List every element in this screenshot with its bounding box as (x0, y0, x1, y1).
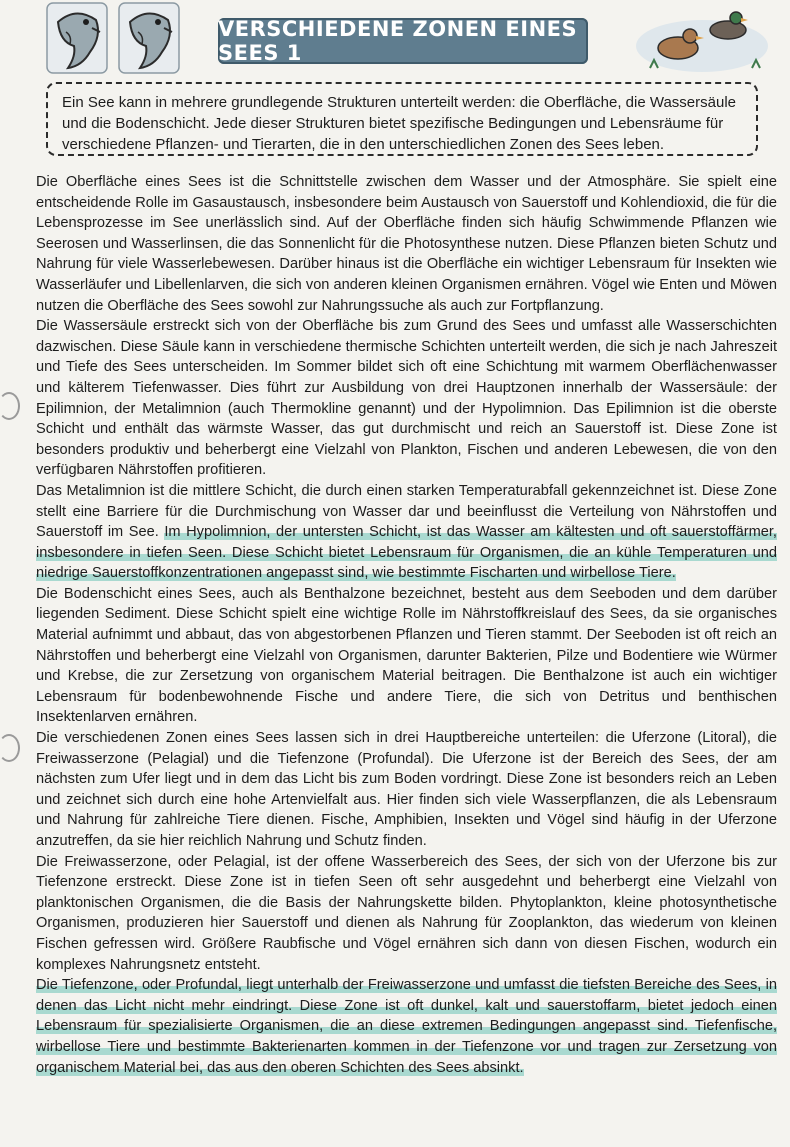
page-title: VERSCHIEDENE ZONEN EINES SEES 1 (218, 17, 578, 65)
main-text (36, 172, 777, 1078)
paragraph-wassersaeule: Die Wassersäule erstreckt sich von der Oberfläche bis zum Grund des Sees und umfasst alle Wasserschichten dazwischen. Diese Säule kann in verschiedene thermische Schichten unterteilt werden, die sich je nach Jahreszeit und Tiefe des Sees unterscheiden. Im Sommer bildet sich oft eine Schichtung mit warmem Oberflächenwasser und kälterem Tiefenwasser. Dies führt zur Ausbildung von drei Hauptzonen innerhalb der Wassersäule: der Epilimnion, der Metalimnion (auch Thermokline genannt) und der Hypolimnion. Das Epilimnion ist die oberste Schicht und enthält das wärmste Wasser, das gut durchmischt und reich an Sauerstoff ist. Diese Zone ist besonders produktiv und beherbergt eine Vielzahl von Plankton, Fischen und anderen Lebewesen, die von den verfügbaren Nährstoffen profitieren. (36, 318, 777, 479)
paragraph-metalimnion (36, 481, 777, 584)
highlighted-tiefenzone-text: Die Tiefenzone, oder Profundal, liegt unterhalb der Freiwasserzone und umfasst die tiefsten Bereiche des Sees, in denen das Licht nicht mehr eindringt. Diese Zone ist oft dunkel, kalt und sauerstoffarm, bietet jedoch einen Lebensraum für spezialisierte Organismen, die an diese extremen Bedingungen angepasst sind. Tiefenfische, wirbellose Tiere und bestimmte Bakterienarten kommen in der Tiefenzone vor und tragen zur Zersetzung von organischem Material bei, das aus den oberen Schichten des Sees absinkt. (36, 977, 777, 1076)
intro-box (46, 82, 758, 156)
intro-text: Ein See kann in mehrere grundlegende Strukturen unterteilt werden: die Oberfläche, die Wassersäule und die Bodenschicht. Jede dieser Strukturen bietet spezifische Bedingungen und Lebensräume für verschiedene Pflanzen- und Tierarten, die in den unterschiedlichen Zonen des Sees leben. (62, 94, 736, 153)
paragraph-freiwasserzone: Die Freiwasserzone, oder Pelagial, ist der offene Wasserbereich des Sees, der sich von der Uferzone bis zur Tiefenzone erstreckt. Diese Zone ist in tiefen Seen oft sehr ausgedehnt und beherbergt eine Vielzahl von planktonischen Organismen, die die Basis der Nahrungskette bilden. Phytoplankton, kleine photosynthetische Organismen, produzieren hier Sauerstoff und dienen als Nahrung für Zooplankton, das wiederum von kleinen Fischen gefressen wird. Größere Raubfische und Vögel ernähren sich dann von diesen Fischen, wodurch ein komplexes Nahrungsnetz entsteht. (36, 853, 777, 973)
ducks-illustration (630, 4, 770, 76)
title-banner (218, 18, 588, 64)
paragraph-bodenschicht: Die Bodenschicht eines Sees, auch als Benthalzone bezeichnet, besteht aus dem Seeboden und dem darüber liegenden Sediment. Diese Schicht spielt eine wichtige Rolle im Nährstoffkreislauf des Sees, da sie organisches Material aufnimmt und abbaut, das von abgestorbenen Pflanzen und Tieren stammt. Der Seeboden ist oft reich an Nährstoffen und beherbergt eine Vielzahl von Organismen, darunter Bakterien, Pilze und Bodentiere wie Würmer und Krebse, die zur Zersetzung von organischem Material beitragen. Die Benthalzone ist auch ein wichtiger Lebensraum für bodenbewohnende Fische und andere Tiere, die sich von Detritus und benthischen Insektenlarven ernähren. (36, 585, 777, 726)
binder-ring (0, 734, 20, 762)
fish-illustration (46, 2, 108, 74)
binder-ring (0, 392, 20, 420)
paragraph-zonen: Die verschiedenen Zonen eines Sees lassen sich in drei Hauptbereiche unterteilen: die Uferzone (Litoral), die Freiwasserzone (Pelagial) und die Tiefenzone (Profundal). Die Uferzone ist der Bereich des Sees, der am nächsten zum Ufer liegt und in dem das Licht bis zum Boden vordringt. Diese Zone ist besonders reich an Leben und zeichnet sich durch eine hohe Artenvielfalt aus. Hier finden sich viele Wasserpflanzen, die als Lebensraum und Nahrung für zahlreiche Tiere dienen. Fische, Amphibien, Insekten und Vögel sind häufig in der Uferzone anzutreffen, da sie hier reichlich Nahrung und Schutz finden. (36, 730, 777, 849)
paragraph-metalimnion-text: Das Metalimnion ist die mittlere Schicht, die durch einen starken Temperaturabfall gekennzeichnet ist. Diese Zone stellt eine Barriere für die Durchmischung von Wasser dar und beeinflusst die Verteilung von Nährstoffen und Sauerstoff im See. (36, 482, 777, 541)
paragraph-tiefenzone (36, 975, 777, 1078)
highlighted-hypolimnion-text: Im Hypolimnion, der untersten Schicht, ist das Wasser am kältesten und oft sauerstoffärmer, insbesondere in tiefen Seen. Diese Schicht bietet Lebensraum für Organismen, die an kühle Temperaturen und niedrige Sauerstoffkonzentrationen angepasst sind, wie bestimmte Fischarten und wirbellose Tiere. (36, 524, 777, 582)
fish-illustration (118, 2, 180, 74)
paragraph-oberflaeche: Die Oberfläche eines Sees ist die Schnittstelle zwischen dem Wasser und der Atmosphäre. Sie spielt eine entscheidende Rolle im Gasaustausch, insbesondere beim Austausch von Sauerstoff und Kohlendioxid, die für die Lebensprozesse im See unerlässlich sind. Auf der Oberfläche finden sich häufig Schwimmende Pflanzen wie Seerosen und Wasserlinsen, die das Sonnenlicht für die Photosynthese nutzen. Diese Pflanzen bieten Schutz und Nahrung für viele Wasserlebewesen. Darüber hinaus ist die Oberfläche ein wichtiger Lebensraum für Insekten wie Wasserläufer und Libellenlarven, die sich von anderen kleinen Organismen ernähren. Vögel wie Enten und Möwen nutzen die Oberfläche des Sees sowohl zur Nahrungssuche als auch zur Fortpflanzung. (36, 174, 777, 314)
